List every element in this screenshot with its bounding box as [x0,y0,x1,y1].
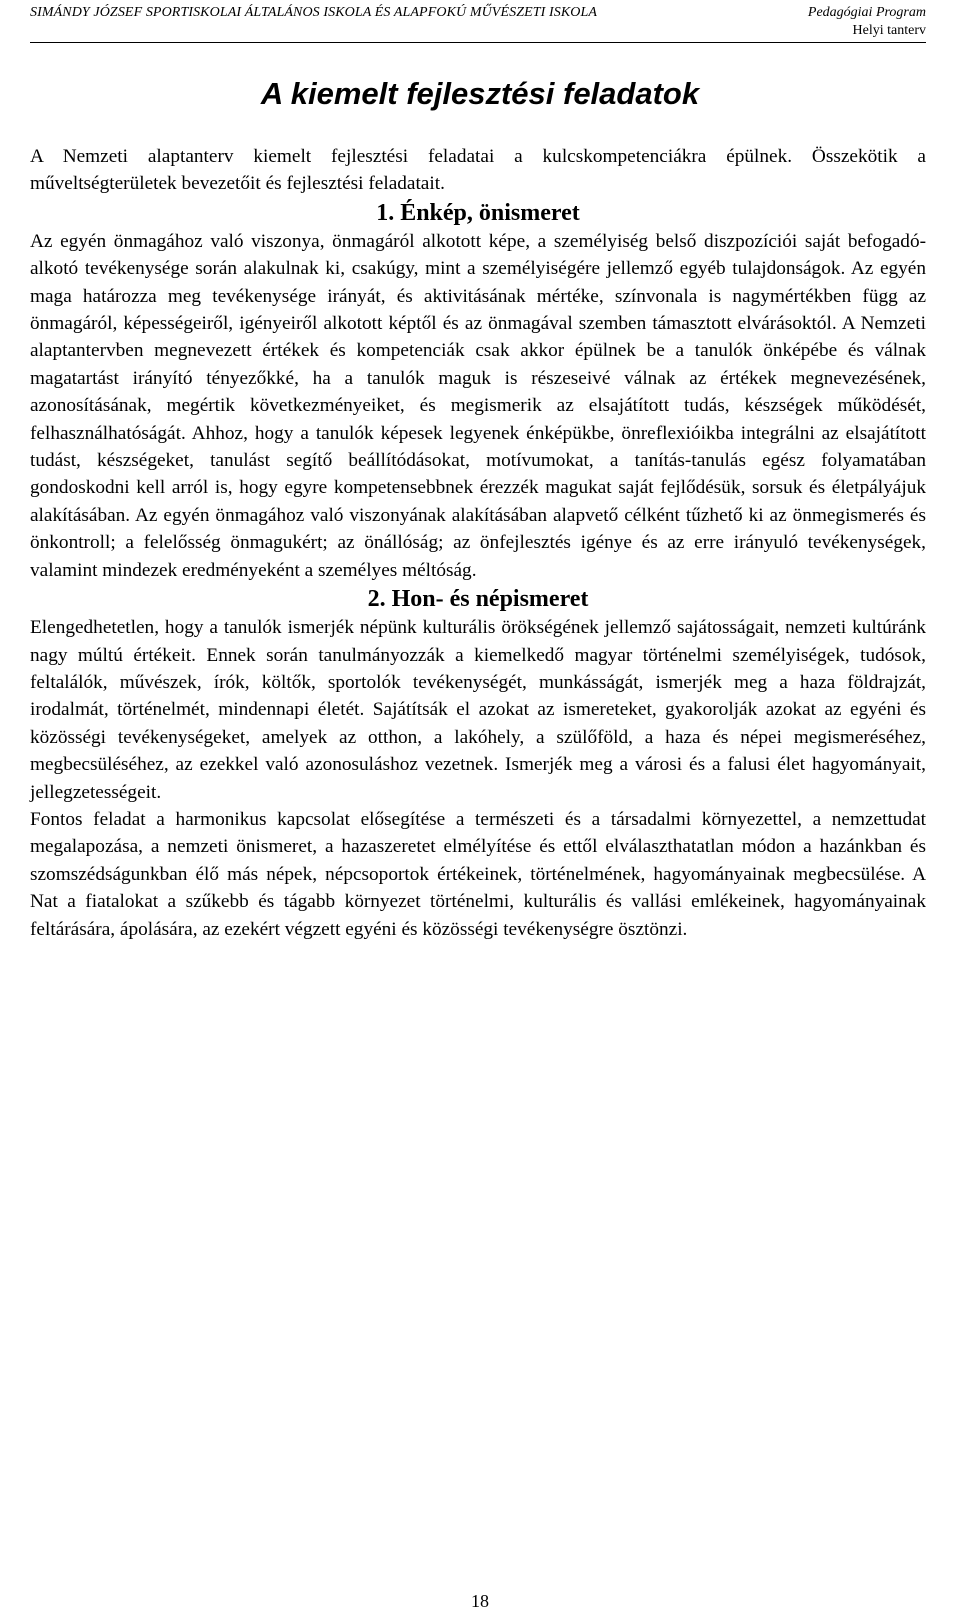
page-header [30,4,926,43]
section-paragraph: Az egyén önmagához való viszonya, önmagáról alkotott képe, a személyiség belső diszpozíciói saját befogadó-alkotó tevékenysége során alakulnak ki, csakúgy, mint a személyiségére jellemző egyéb tulajdonságok. Az egyén maga határozza meg tevékenysége irányát, és aktivitásának mértéke, színvonala is nagymértékben függ az önmagáról, képességeiről, igényeiről alkotott képtől és az önmagával szemben támasztott elvárásoktól. A Nemzeti alaptantervben megnevezett értékek és kompetenciák csak akkor épülnek be a tanulók önképébe és válnak magatartást irányító tényezőkké, ha a tanulók maguk is részeseivé válnak az értékek megnevezésének, azonosításának, megértik következményeiket, és megismerik az elsajátított tudás, készségek működését, felhasználhatóságát. Ahhoz, hogy a tanulók képesek legyenek énképükbe, önreflexióikba integrálni az elsajátított tudást, készségeket, tanulást segítő beállítódásokat, motívumokat, a tanítás-tanulás egész folyamatában gondoskodni kell arról is, hogy egyre kompetensebbnek érezzék magukat saját fejlődésük, sorsuk és életpályájuk alakításában. Az egyén önmagához való viszonyának alakításában alapvető célként tűzhető ki az önmegismerés és önkontroll; a felelősség önmagukért; az önállóság; az önfejlesztés igénye és az erre irányuló tevékenységek, valamint mindezek eredményeként a személyes méltóság. [30,230,926,581]
page-title: A kiemelt fejlesztési feladatok [260,76,700,111]
section-heading-homeland: 2. Hon- és népismeret [367,586,589,613]
section-paragraph: Elengedhetetlen, hogy a tanulók ismerjék népünk kulturális örökségének jellemző sajátosságait, nemzeti kultúránk nagy múltú értékeit. Ennek során tanulmányozzák a kiemelkedő magyar történelmi személyiségek, tudósok, feltalálók, művészek, írók, költők, sportolók tevékenységét, munkásságát, ismerjék meg a haza földrajzát, irodalmát, történelmét, mindennapi életét. Sajátítsák el azokat az ismereteket, gyakorolják azokat az egyéni és közösségi tevékenységeket, amelyek az otthon, a lakóhely, a szülőföld, a haza és népei megismeréséhez, megbecsüléséhez, az ezekkel való azonosuláshoz vezetnek. Ismerjék meg a városi és a falusi élet hagyományait, jellegzetességeit. [30,617,926,803]
page-number: 18 [471,1591,489,1611]
section-paragraph: Fontos feladat a harmonikus kapcsolat elősegítése a természeti és a társadalmi környezettel, a nemzettudat megalapozása, a nemzeti önismeret, a hazaszeretet elmélyítése és ettől elválaszthatatlan módon a hazánkban és szomszédságunkban élő más népek, népcsoportok értékeinek, történelmének, hagyományainak megbecsülése. A Nat a fiatalokat a szűkebb és tágabb környezet történelmi, kulturális és vallási emlékeinek, hagyományainak feltárására, ápolására, az ezekért végzett egyéni és közösségi tevékenységre ösztönzi. [30,808,926,940]
school-name: SIMÁNDY JÓZSEF SPORTISKOLAI ÁLTALÁNOS ISKOLA ÉS ALAPFOKÚ MŰVÉSZETI ISKOLA [30,5,598,20]
section-heading-self-image: 1. Énkép, önismeret [376,199,580,226]
program-name: Pedagógiai Program [807,5,926,20]
document-label [808,4,926,40]
curriculum-name: Helyi tanterv [852,23,926,38]
document-body [30,143,926,943]
intro-paragraph: A Nemzeti alaptanterv kiemelt fejlesztési feladatai a kulcskompetenciákra épülnek. Összekötik a műveltségterületek bevezetőit és fejlesztési feladatait. [30,146,926,195]
